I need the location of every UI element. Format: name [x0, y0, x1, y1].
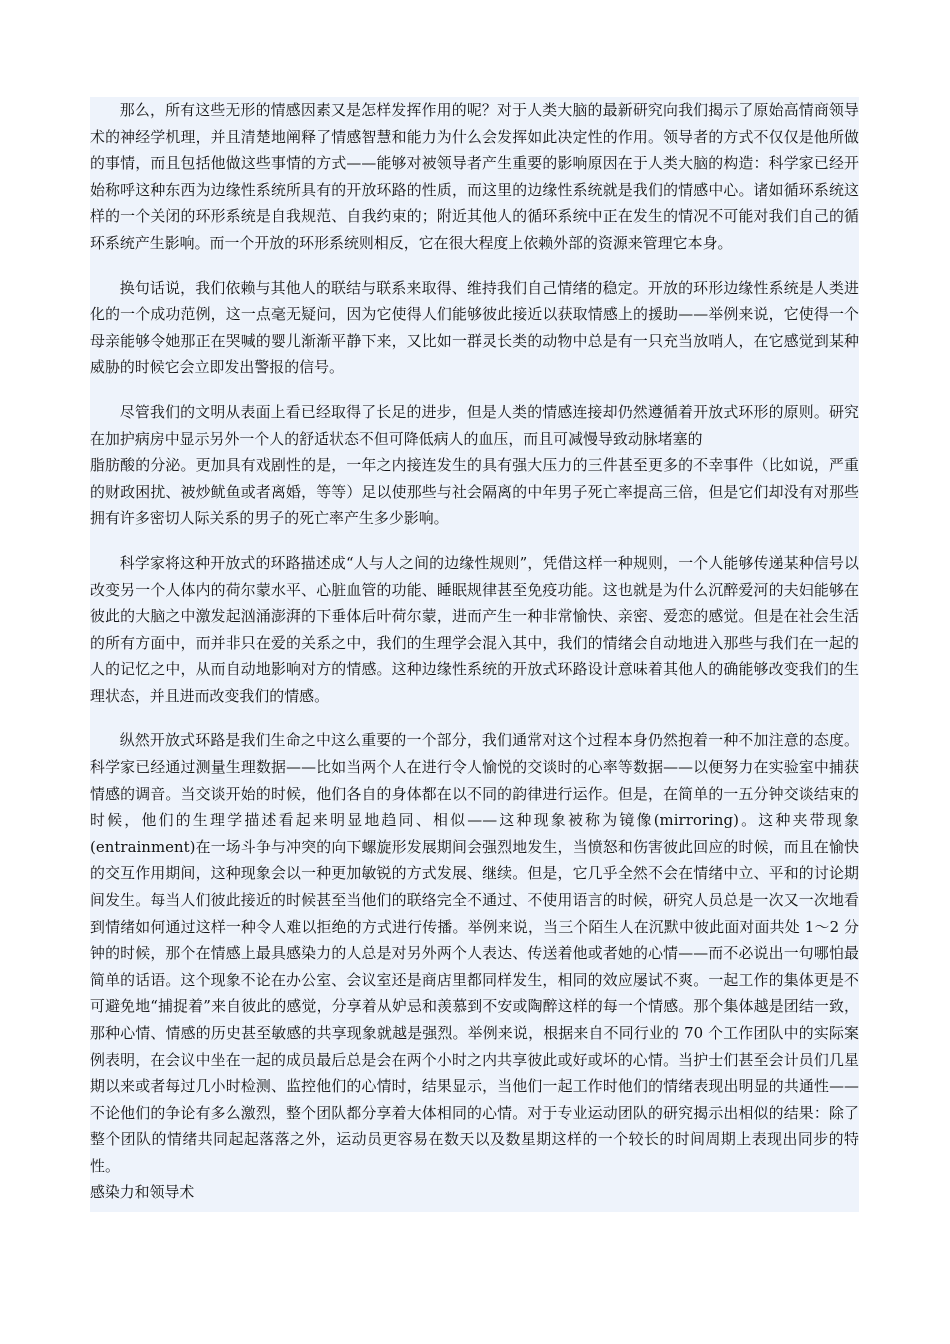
- paragraph-4: 科学家将这种开放式的环路描述成“人与人之间的边缘性规则”，凭借这样一种规则，一个人能够传递某种信号以改变另一个人体内的荷尔蒙水平、心脏血管的功能、睡眠规律甚至免疫功能。这也就是为什么沉醉爱河的夫妇能够在彼此的大脑之中激发起汹涌澎湃的下垂体后叶荷尔蒙，进而产生一种非常愉快、亲密、爱恋的感觉。但是在社会生活的所有方面中，而并非只在爱的关系之中，我们的生理学会混入其中，我们的情绪会自动地进入那些与我们在一起的人的记忆之中，从而自动地影响对方的情感。这种边缘性系统的开放式环路设计意味着其他人的确能够改变我们的生理状态，并且进而改变我们的情感。: [90, 553, 859, 705]
- paragraph-1: 那么，所有这些无形的情感因素又是怎样发挥作用的呢？对于人类大脑的最新研究向我们揭示了原始高情商领导术的神经学机理，并且清楚地阐释了情感智慧和能力为什么会发挥如此决定性的作用。领导者的方式不仅仅是他所做的事情，而且包括他做这些事情的方式——能够对被领导者产生重要的影响原因在于人类大脑的构造：科学家已经开始称呼这种东西为边缘性系统所具有的开放环路的性质，而这里的边缘性系统就是我们的情感中心。诸如循环系统这样的一个关闭的环形系统是自我规范、自我约束的；附近其他人的循环系统中正在发生的情况不可能对我们自己的循环系统产生影响。而一个开放的环形系统则相反，它在很大程度上依赖外部的资源来管理它本身。: [90, 101, 859, 252]
- paragraph-3: 尽管我们的文明从表面上看已经取得了长足的进步，但是人类的情感连接却仍然遵循着开放式环形的原则。研究在加护病房中显示另外一个人的舒适状态不但可降低病人的血压，而且可减慢导致动脉堵塞的: [90, 402, 859, 448]
- section-heading: 感染力和领导术: [90, 1182, 195, 1201]
- paragraph-3-continued: 脂肪酸的分泌。更加具有戏剧性的是，一年之内接连发生的具有强大压力的三件甚至更多的不幸事件（比如说，严重的财政困扰、被炒鱿鱼或者离婚，等等）足以使那些与社会隔离的中年男子死亡率提高三倍，但是它们却没有对那些拥有许多密切人际关系的男子的死亡率产生多少影响。: [90, 456, 859, 528]
- paragraph-2: 换句话说，我们依赖与其他人的联结与联系来取得、维持我们自己情绪的稳定。开放的环形边缘性系统是人类进化的一个成功范例，这一点毫无疑问，因为它使得人们能够彼此接近以获取情感上的援助——举例来说，它使得一个母亲能够令她那正在哭喊的婴儿渐渐平静下来，又比如一群灵长类的动物中总是有一只充当放哨人，在它感觉到某种威胁的时候它会立即发出警报的信号。: [90, 278, 859, 377]
- document-body: [90, 97, 859, 1212]
- paragraph-5: 纵然开放式环路是我们生命之中这么重要的一个部分，我们通常对这个过程本身仍然抱着一种不加注意的态度。科学家已经通过测量生理数据——比如当两个人在进行令人愉悦的交谈时的心率等数据——以便努力在实验室中捕获情感的调音。当交谈开始的时候，他们各自的身体都在以不同的韵律进行运作。但是，在简单的一五分钟交谈结束的时候，他们的生理学描述看起来明显地趋同、相似——这种现象被称为镜像(mirroring)。这种夹带现象(entrainment)在一场斗争与冲突的向下螺旋形发展期间会强烈地发生，当愤怒和伤害彼此回应的时候，而且在愉快的交互作用期间，这种现象会以一种更加敏锐的方式发展、继续。但是，它几乎全然不会在情绪中立、平和的讨论期间发生。每当人们彼此接近的时候甚至当他们的联络完全不通过、不使用语言的时候，研究人员总是一次又一次地看到情绪如何通过这样一种令人难以拒绝的方式进行传播。举例来说，当三个陌生人在沉默中彼此面对面共处 1～2 分钟的时候，那个在情感上最具感染力的人总是对另外两个人表达、传送着他或者她的心情——而不必说出一句哪怕最简单的话语。这个现象不论在办公室、会议室还是商店里都同样发生，相同的效应屡试不爽。一起工作的集体更是不可避免地“捕捉着”来自彼此的感觉，分享着从妒忌和羡慕到不安或陶醉这样的每一个情感。那个集体越是团结一致，那种心情、情感的历史甚至敏感的共享现象就越是强烈。举例来说，根据来自不同行业的 70 个工作团队中的实际案例表明，在会议中坐在一起的成员最后总是会在两个小时之内共享彼此或好或坏的心情。当护士们甚至会计员们几星期以来或者每过几小时检测、监控他们的心情时，结果显示，当他们一起工作时他们的情绪表现出明显的共通性——不论他们的争论有多么激烈，整个团队都分享着大体相同的心情。对于专业运动团队的研究揭示出相似的结果：除了整个团队的情绪共同起起落落之外，运动员更容易在数天以及数星期这样的一个较长的时间周期上表现出同步的特性。: [90, 731, 859, 1175]
